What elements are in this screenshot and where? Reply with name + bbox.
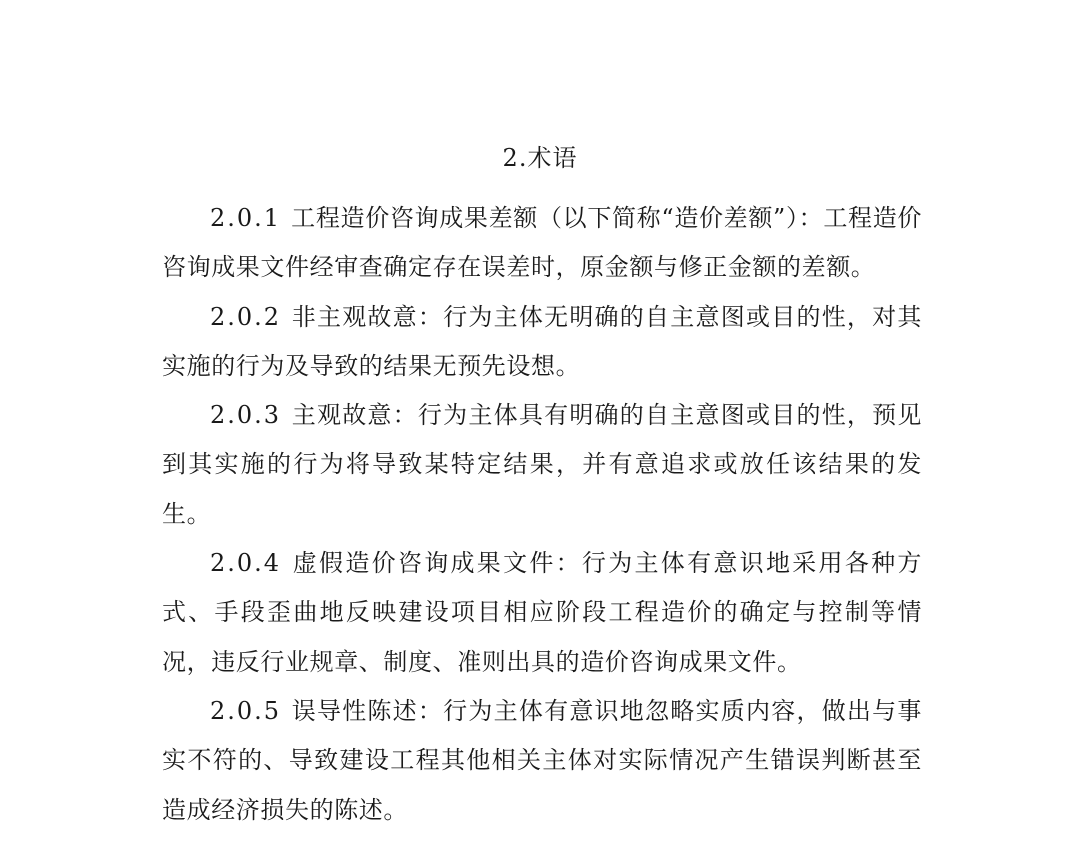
term-definition: 工程造价咨询成果差额（以下简称“造价差额”）：工程造价咨询成果文件经审查确定存在误差时，原金额与修正金额的差额。	[162, 204, 922, 282]
term-paragraph-2-0-5	[162, 687, 922, 835]
term-paragraph-2-0-1	[162, 194, 922, 293]
term-definition: 虚假造价咨询成果文件：行为主体有意识地采用各种方式、手段歪曲地反映建设项目相应阶段工程造价的确定与控制等情况，违反行业规章、制度、准则出具的造价咨询成果文件。	[162, 549, 922, 676]
term-definition: 误导性陈述：行为主体有意识地忽略实质内容，做出与事实不符的、导致建设工程其他相关主体对实际情况产生错误判断甚至造成经济损失的陈述。	[162, 696, 922, 824]
term-definition: 非主观故意：行为主体无明确的自主意图或目的性，对其实施的行为及导致的结果无预先设想。	[162, 302, 922, 380]
term-number: 2.0.1	[210, 204, 282, 232]
term-paragraph-2-0-2	[162, 293, 922, 392]
term-paragraph-2-0-3	[162, 391, 922, 539]
terms-list	[162, 194, 922, 835]
term-number: 2.0.3	[210, 401, 282, 430]
term-number: 2.0.2	[210, 302, 282, 331]
term-number: 2.0.4	[210, 549, 282, 578]
term-definition: 主观故意：行为主体具有明确的自主意图或目的性，预见到其实施的行为将导致某特定结果，并有意追求或放任该结果的发生。	[162, 401, 922, 528]
term-number: 2.0.5	[210, 696, 282, 725]
term-paragraph-2-0-4	[162, 539, 922, 687]
section-heading: 2.术语	[502, 144, 578, 172]
